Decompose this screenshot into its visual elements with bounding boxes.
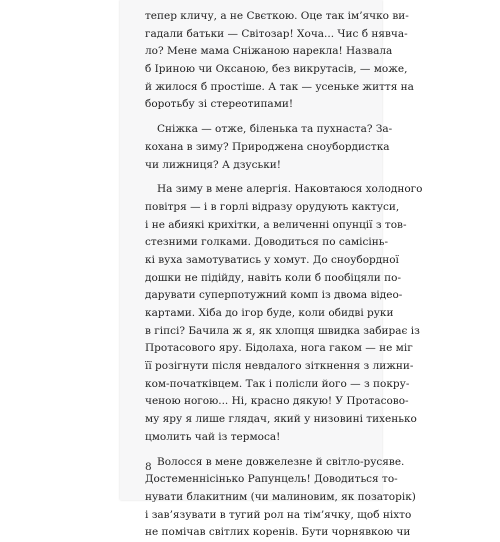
text-line: картами. Хіба до ігор буде, коли обидві руки [145, 307, 394, 319]
text-line: цмолить чай із термоса! [145, 430, 281, 443]
text-line: На зиму в мене алергія. Наковтаюся холодного [157, 183, 423, 196]
text-line: Сніжка — отже, біленька та пухнаста? За- [157, 123, 393, 136]
text-line: не помічав світлих коренів. Бути чорнявкою чи [145, 526, 411, 539]
text-line: му яру я лише глядач, який у низовині тихенько [145, 413, 417, 426]
text-line: нувати блакитним (чи малиновим, як позаторік) [145, 490, 416, 503]
text-line: ком-початківцем. Так і полісли його — з покру- [145, 377, 410, 390]
text-line: кохана в зиму? Природжена сноубордистка [145, 140, 390, 153]
text-line: й жилося б простіше. А так — усеньке життя на [145, 80, 414, 93]
page-number: 8 [145, 461, 152, 473]
text-line: Достеменнісінько Рапунцель! Доводиться то- [145, 473, 398, 486]
text-line: дошки не підійду, навіть коли б пообіцяли по- [145, 271, 402, 284]
text-line: ченою ногою... Ні, красно дякую! У Протасово- [145, 395, 409, 408]
paragraph-4 [145, 454, 416, 542]
paragraph-1 [145, 8, 414, 114]
text-line: і не абиякі крихітки, а величенні опунції з тов- [145, 218, 407, 231]
paragraph-2 [145, 121, 393, 174]
text-line: чи лижниця? А дзуськи! [145, 158, 281, 171]
page-text [145, 8, 423, 542]
text-line: стезними голками. Доводиться по самісінь- [145, 236, 389, 249]
text-line: в гіпсі? Бачила ж я, як хлопця швидка забирає із [145, 324, 420, 337]
paragraph-3 [145, 181, 423, 446]
book-page [120, 0, 423, 539]
text-line: гадали батьки — Світозар! Хоча... Чис б нявча- [145, 27, 408, 40]
text-line: Протасового яру. Бідолаха, нога гаком — не міг [145, 342, 413, 355]
text-line: ло? Мене мама Сніжаною нарекла! Назвала [145, 45, 393, 58]
text-line: повітря — і в горлі відразу орудують кактуси, [145, 200, 400, 213]
text-line: б Іриною чи Оксаною, без викрутасів, — може, [145, 63, 408, 76]
text-line: кі вуха замотуватись у хомут. До сноубордної [145, 253, 399, 266]
text-line: боротьбу зі стереотипами! [145, 98, 294, 111]
text-line: її розігнути після невдалого зіткнення з лижни- [145, 360, 414, 373]
text-line: тепер кличу, а не Свєткою. Оце так ім’ячко ви- [145, 10, 409, 22]
text-line: Волосся в мене довжелезне й світло-русяве. [157, 455, 405, 468]
text-line: і зав’язувати в тугий рол на тім’ячку, щоб ніхто [145, 508, 412, 521]
text-line: дарувати суперпотужний комп із двома відео- [145, 289, 403, 302]
